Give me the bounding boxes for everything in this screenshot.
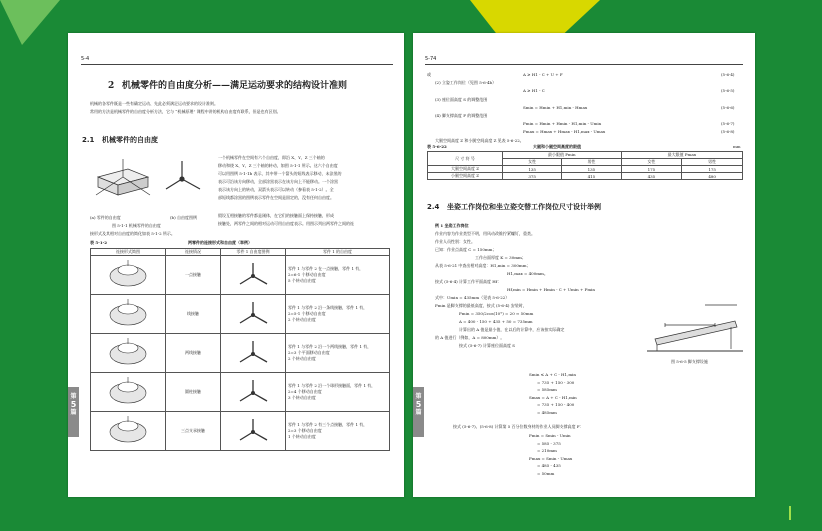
formula-line: Fmin = Hmin + Hmin - H1,min - Umin [523, 121, 602, 127]
dof-symbol-cell [221, 334, 286, 373]
example-line: 作业人员性别：女性。 [435, 239, 475, 244]
side-tab-top: 第 [415, 393, 422, 400]
section-number: 2.4 [427, 203, 440, 211]
calc-line: Fmax = Smin - Umax [529, 455, 573, 461]
dof-description-line: 零件 1 与零件 2 在一点接触，零件 1 有， [288, 266, 364, 271]
example-line: 已知：作业点高度 C = 150mm； [435, 247, 497, 252]
body-line: 部短线都涂黑的图例表示零件在空间是固定的，没有任何自由度。 [218, 195, 334, 200]
formula-line: (4) 脚支撑高度 F 的调整范围 [435, 113, 488, 118]
dof-description-line: 2=4 个移动自由度 [288, 389, 322, 394]
part-box-drawing [96, 159, 150, 195]
body-line: 接触处，两零件之间的相对运动可用自由度表示。用图示列出两零件之间的连 [218, 221, 354, 226]
connection-sketch-cell [91, 295, 166, 334]
calc-line: Smax = A + C - H1,min [529, 394, 577, 400]
dof-symbol-cell [221, 373, 286, 412]
example-line: H1,max = 400mm。 [507, 271, 548, 276]
figure-caption: 图 5-1-1 机械零件的自由度 [112, 223, 161, 228]
formula-line: (2) 立姿工作岗位（见图 5-6-4b） [435, 80, 497, 86]
space-limit-table [427, 151, 743, 180]
table-group-header: 最大限值 Pmax [621, 152, 742, 159]
body-line: 表示该方向上的转动，双箭头表示可以转动（参看表 5-1-2）。全 [218, 187, 334, 192]
formula-line: A ≥ H1 - C + U + F [523, 72, 563, 77]
connection-type: 两线接触 [166, 334, 221, 373]
table-cell: 435 [621, 173, 682, 180]
dof-description-line: 零件 1 与零件 2 沿一个两线接触，零件 1 有， [288, 344, 372, 349]
example-line: Fmin = 350/2cos(10°) = 20 ≈ 50mm [459, 311, 534, 316]
right-page [413, 33, 755, 497]
calc-line: = 735 + 150 - 300 [537, 379, 575, 385]
dof-description-line: 5 个转动自由度 [288, 278, 316, 283]
calc-line: = 735 + 150 - 400 [537, 402, 575, 407]
page-number: 5-4 [81, 56, 90, 62]
formula-line: Fmax = Hmax + Hmax - H1,max - Umax [523, 129, 606, 135]
example-line: 式中：Umin = 435mm（见表 5-6-22） [435, 295, 510, 300]
chapter-title: 机械零件的自由度分析——满足运动要求的结构设计准则 [122, 81, 348, 91]
equation-number: (5-6-6) [721, 104, 735, 110]
body-line: 假设互相接触的零件都是刚体，在它们的接触面上保持接触，形成 [218, 213, 334, 218]
example-line: 例 1 坐姿工作岗位 [435, 223, 469, 228]
calc-line: Fmin = Smin - Umin [529, 433, 571, 438]
table-row-label: 大腿空间高度 Z [428, 166, 503, 173]
dof-symbol [233, 416, 273, 446]
example-line: A = 400 - 150 + 435 + 50 = 735mm [459, 319, 533, 324]
connection-type: 三点支承接触 [166, 412, 221, 451]
section-title: 机械零件的自由度 [102, 136, 158, 144]
calc-line: = 485 - 435 [537, 463, 561, 468]
dof-description-line: 零件 1 与零件 2 沿一条线接触，零件 1 有， [288, 305, 368, 310]
dof-description-line: 2 个转动自由度 [288, 317, 316, 322]
connection-sketch [98, 336, 158, 370]
table-row [428, 173, 743, 180]
example-line: Fmin 是脚支撑的最低高度，按式 (5-6-4) 安装时， [435, 303, 527, 308]
table-header: 女性 [621, 159, 682, 166]
table-header: 零件 1 的自由度 [286, 249, 390, 256]
side-tab-top: 第 [70, 393, 77, 400]
formula-line: A ≥ H1 - C [523, 88, 545, 94]
dof-description-line: 2=6-1 个移动自由度 [288, 272, 326, 277]
table-cell: 135 [503, 166, 562, 173]
calc-line: = 50mm [537, 470, 555, 476]
table-cell: 375 [503, 173, 562, 180]
dof-description-line: 零件 1 与零件 2 沿一个球形接触面，零件 1 有， [288, 383, 376, 388]
chapter-number: 2 [108, 81, 115, 91]
dof-symbol-drawing [166, 161, 200, 189]
light-green-triangle [0, 0, 60, 45]
formula-line: Smin = Hmin + H1,min - Hmax [523, 104, 588, 110]
table-group-header: 最小限值 Pmin [503, 152, 622, 159]
dof-figure [90, 155, 210, 213]
body-line: 可以用图例 5-1-1b 表示，其中带一个箭头的短线表示移动，未涂黑的 [218, 171, 342, 176]
table-header: 零件 1 自由度图例 [221, 249, 286, 256]
table-cell: 175 [682, 166, 743, 173]
example-line: 按式 (5-6-7)、(5-6-8) 计算第 5 百分位数身材的作业人员脚支撑高度 F： [453, 424, 584, 429]
intro-line: 常用的方法是机械零件的自由度分析方法，它与 “机械原理” 课程中讲的机构自由度有联系，但是也有区别。 [90, 109, 281, 114]
table-cell: 175 [621, 166, 682, 173]
dof-description-line: 2 个转动自由度 [288, 356, 316, 361]
table-header: 连接形式简图 [91, 249, 166, 256]
example-line: 作业内容为作业类型不明，用风动改锥拧紧螺钉，重类。 [435, 231, 535, 236]
side-tab-bottom: 篇 [415, 409, 422, 416]
table-row [91, 256, 390, 295]
dof-description-line: 零件 1 与零件 2 有三个点接触，零件 1 有， [288, 422, 368, 427]
connection-sketch-cell [91, 373, 166, 412]
equation-number: (5-6-7) [721, 121, 735, 127]
connection-sketch [98, 258, 158, 292]
side-tab [413, 387, 424, 437]
connection-sketch-cell [91, 334, 166, 373]
table-row [428, 166, 743, 173]
table-row [91, 334, 390, 373]
header-rule [81, 64, 393, 65]
table-cell: 135 [562, 166, 621, 173]
table-number: 表 5-6-22 [427, 144, 447, 149]
example-line: Hf,min = Hmin + Hmin - C + Umin + Fmin [507, 287, 595, 292]
dof-description-line: 3 个转动自由度 [288, 395, 316, 400]
connection-sketch-cell [91, 256, 166, 295]
dof-description-line: 2=3 个平面移动自由度 [288, 350, 330, 355]
dof-symbol-cell [221, 256, 286, 295]
left-page [68, 33, 404, 497]
dof-symbol [233, 338, 273, 368]
table-cell: 415 [562, 173, 621, 180]
formula-lead: 或 [427, 72, 431, 77]
table-title: 大腿和小腿空间高度的限值 [533, 144, 581, 149]
dof-description-line: 2=5-1 个移动自由度 [288, 311, 326, 316]
dof-description [286, 256, 390, 295]
dof-description [286, 334, 390, 373]
connection-sketch-cell [91, 412, 166, 451]
table-header: 尺 寸 符 号 [428, 152, 503, 166]
connection-type: 圆柱接触 [166, 373, 221, 412]
dof-symbol-cell [221, 295, 286, 334]
table-header: 男性 [562, 159, 621, 166]
connection-sketch [98, 375, 158, 409]
table-header: 连接情况 [166, 249, 221, 256]
table-header: 女性 [503, 159, 562, 166]
figure-sub-a: (a) 零件的自由度 [90, 215, 121, 220]
example-line: 的 A 值进行（例如，A = 800mm）。 [435, 335, 505, 340]
dof-symbol [233, 377, 273, 407]
calc-line: = 485mm [537, 409, 557, 415]
table-title: 两零件的连接形式和自由度（举例） [188, 240, 252, 245]
table-row [91, 373, 390, 412]
dof-description-line: 1 个转动自由度 [288, 434, 316, 439]
table-number: 表 5-1-2 [90, 240, 108, 245]
side-tab [68, 387, 79, 437]
example-line: 从表 5-6-21 中查出相对高度：H1,min = 300mm； [435, 263, 531, 268]
connection-type: 一点接触 [166, 256, 221, 295]
table-header: 男性 [682, 159, 743, 166]
formula-line: (3) 座位面高度 S 的调整范围 [435, 96, 488, 102]
section-number: 2.1 [82, 136, 95, 144]
formula-line: 大腿空间高度 Z 和小腿空间高度 Z 见表 5-6-22。 [435, 137, 524, 143]
table-row [91, 295, 390, 334]
side-tab-number: 5 [70, 400, 77, 409]
table-row-label: 小腿空间高度 Z [428, 173, 503, 180]
intro-line: 机械的各零件既是一些有确定运动、先此必须满足运动要求的设计准则。 [90, 101, 218, 106]
connection-sketch [98, 297, 158, 331]
dof-description [286, 373, 390, 412]
figure-caption: 图 5-6-5 脚支撑设施 [671, 359, 708, 364]
dof-description [286, 412, 390, 451]
dof-description [286, 295, 390, 334]
connection-type: 线接触 [166, 295, 221, 334]
table-row [91, 412, 390, 451]
example-line: 按式 (5-6-4) 计算工作平面高度 Hf： [435, 279, 502, 284]
connection-table [90, 248, 390, 451]
calc-line: Smin ≤ A + C - H1,min [529, 372, 576, 377]
calc-line: = 585mm [537, 387, 557, 392]
footrest-drawing [647, 305, 743, 351]
header-rule [425, 64, 743, 65]
table-unit: mm [733, 144, 741, 149]
calc-line: = 210mm [537, 448, 557, 453]
figure-sub-b: (b) 自由度图例 [170, 215, 197, 220]
body-line: 表示可沿该方向移动，全部涂黑表示在该方向上不能移动。一个涂黑 [218, 179, 338, 184]
example-line: 按式 (5-6-7) 计算座位面高度 S [459, 343, 516, 348]
equation-number: (5-6-5) [721, 88, 735, 94]
dof-description-line: 2=3 个移动自由度 [288, 428, 322, 433]
section-title: 坐姿工作岗位和坐立姿交替工作岗位尺寸设计举例 [447, 203, 601, 211]
side-tab-number: 5 [415, 400, 422, 409]
body-line: 移动和绕 X、Y、Z 三个轴的转动，如图 5-1-1 所示。这六个自由度 [218, 163, 338, 168]
equation-number: (5-6-4) [721, 72, 735, 77]
table-group-header-row [428, 152, 743, 159]
table-cell: 480 [682, 173, 743, 180]
body-line: 一个机械零件在空间有六个自由度，即沿 X、Y、Z 三个轴的 [218, 155, 325, 160]
table-header-row [91, 249, 390, 256]
dof-symbol [233, 299, 273, 329]
calc-line: = 585 - 375 [537, 440, 561, 446]
connection-sketch [98, 414, 158, 448]
side-tab-bottom: 篇 [70, 409, 77, 416]
dof-symbol-cell [221, 412, 286, 451]
equation-number: (5-6-8) [721, 129, 735, 135]
page-number: 5-74 [425, 56, 437, 62]
dof-symbol [233, 260, 273, 290]
footrest-figure [645, 295, 745, 353]
example-line: 工作台面厚度 K = 30mm； [475, 255, 526, 260]
example-line: 计算出的 A 值是最小值，在以后的计算中，应该按实际确定 [459, 327, 565, 332]
body-line: 接形式及其相对自由度的简化如表 5-1-2 所示。 [90, 231, 175, 236]
